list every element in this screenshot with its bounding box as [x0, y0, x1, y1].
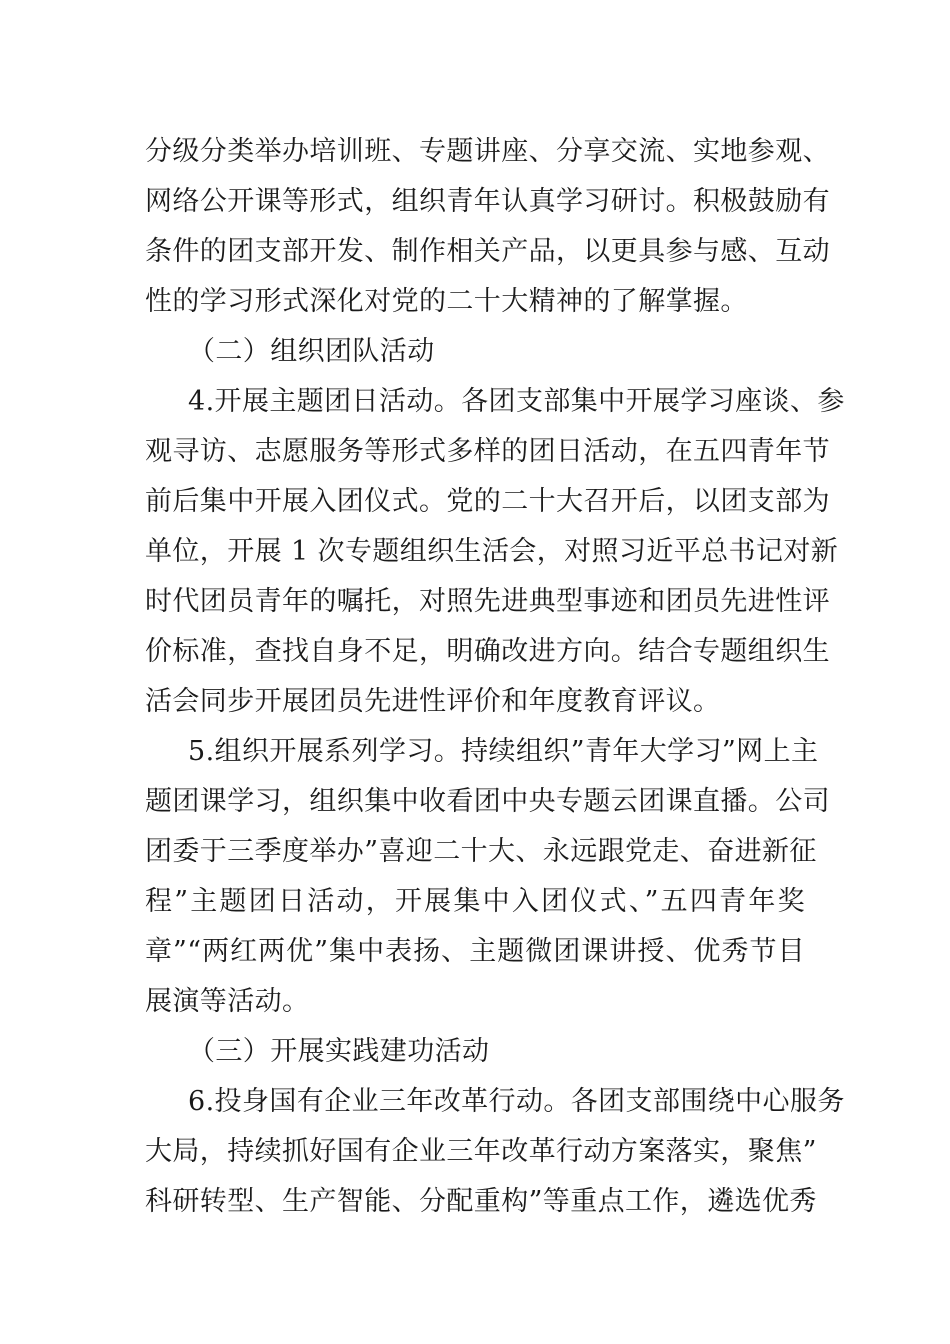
section-heading: （二）组织团队活动	[188, 336, 435, 367]
paragraph-line: 时代团员青年的嘱托，对照先进典型事迹和团员先进性评	[145, 586, 830, 617]
paragraph-line: 活会同步开展团员先进性评价和年度教育评议。	[145, 686, 721, 717]
paragraph-line: 4.开展主题团日活动。各团支部集中开展学习座谈、参	[188, 386, 845, 417]
paragraph-line: 单位，开展 1 次专题组织生活会，对照习近平总书记对新	[145, 536, 839, 567]
paragraph-line: 题团课学习，组织集中收看团中央专题云团课直播。公司	[145, 786, 830, 817]
paragraph-line: 大局，持续抓好国有企业三年改革行动方案落实，聚焦”	[145, 1136, 817, 1167]
paragraph-line: 程”主题团日活动，开展集中入团仪式、”五四青年奖	[145, 886, 805, 917]
section-heading: （三）开展实践建功活动	[188, 1036, 490, 1067]
paragraph-line: 条件的团支部开发、制作相关产品，以更具参与感、互动	[145, 236, 830, 267]
paragraph-line: 团委于三季度举办”喜迎二十大、永远跟党走、奋进新征	[145, 836, 817, 867]
paragraph-line: 前后集中开展入团仪式。党的二十大召开后，以团支部为	[145, 486, 830, 517]
paragraph-line: 网络公开课等形式，组织青年认真学习研讨。积极鼓励有	[145, 186, 830, 217]
paragraph-line: 5.组织开展系列学习。持续组织”青年大学习”网上主	[188, 736, 819, 767]
paragraph-line: 6.投身国有企业三年改革行动。各团支部围绕中心服务	[188, 1086, 845, 1117]
paragraph-line: 性的学习形式深化对党的二十大精神的了解掌握。	[145, 286, 748, 317]
paragraph-line: 分级分类举办培训班、专题讲座、分享交流、实地参观、	[145, 136, 830, 167]
paragraph-line: 展演等活动。	[145, 986, 310, 1017]
paragraph-line: 科研转型、生产智能、分配重构”等重点工作，遴选优秀	[145, 1186, 817, 1217]
paragraph-line: 价标准，查找自身不足，明确改进方向。结合专题组织生	[145, 636, 830, 667]
paragraph-line: 观寻访、志愿服务等形式多样的团日活动，在五四青年节	[145, 436, 830, 467]
paragraph-line: 章”“两红两优”集中表扬、主题微团课讲授、优秀节目	[145, 936, 805, 967]
